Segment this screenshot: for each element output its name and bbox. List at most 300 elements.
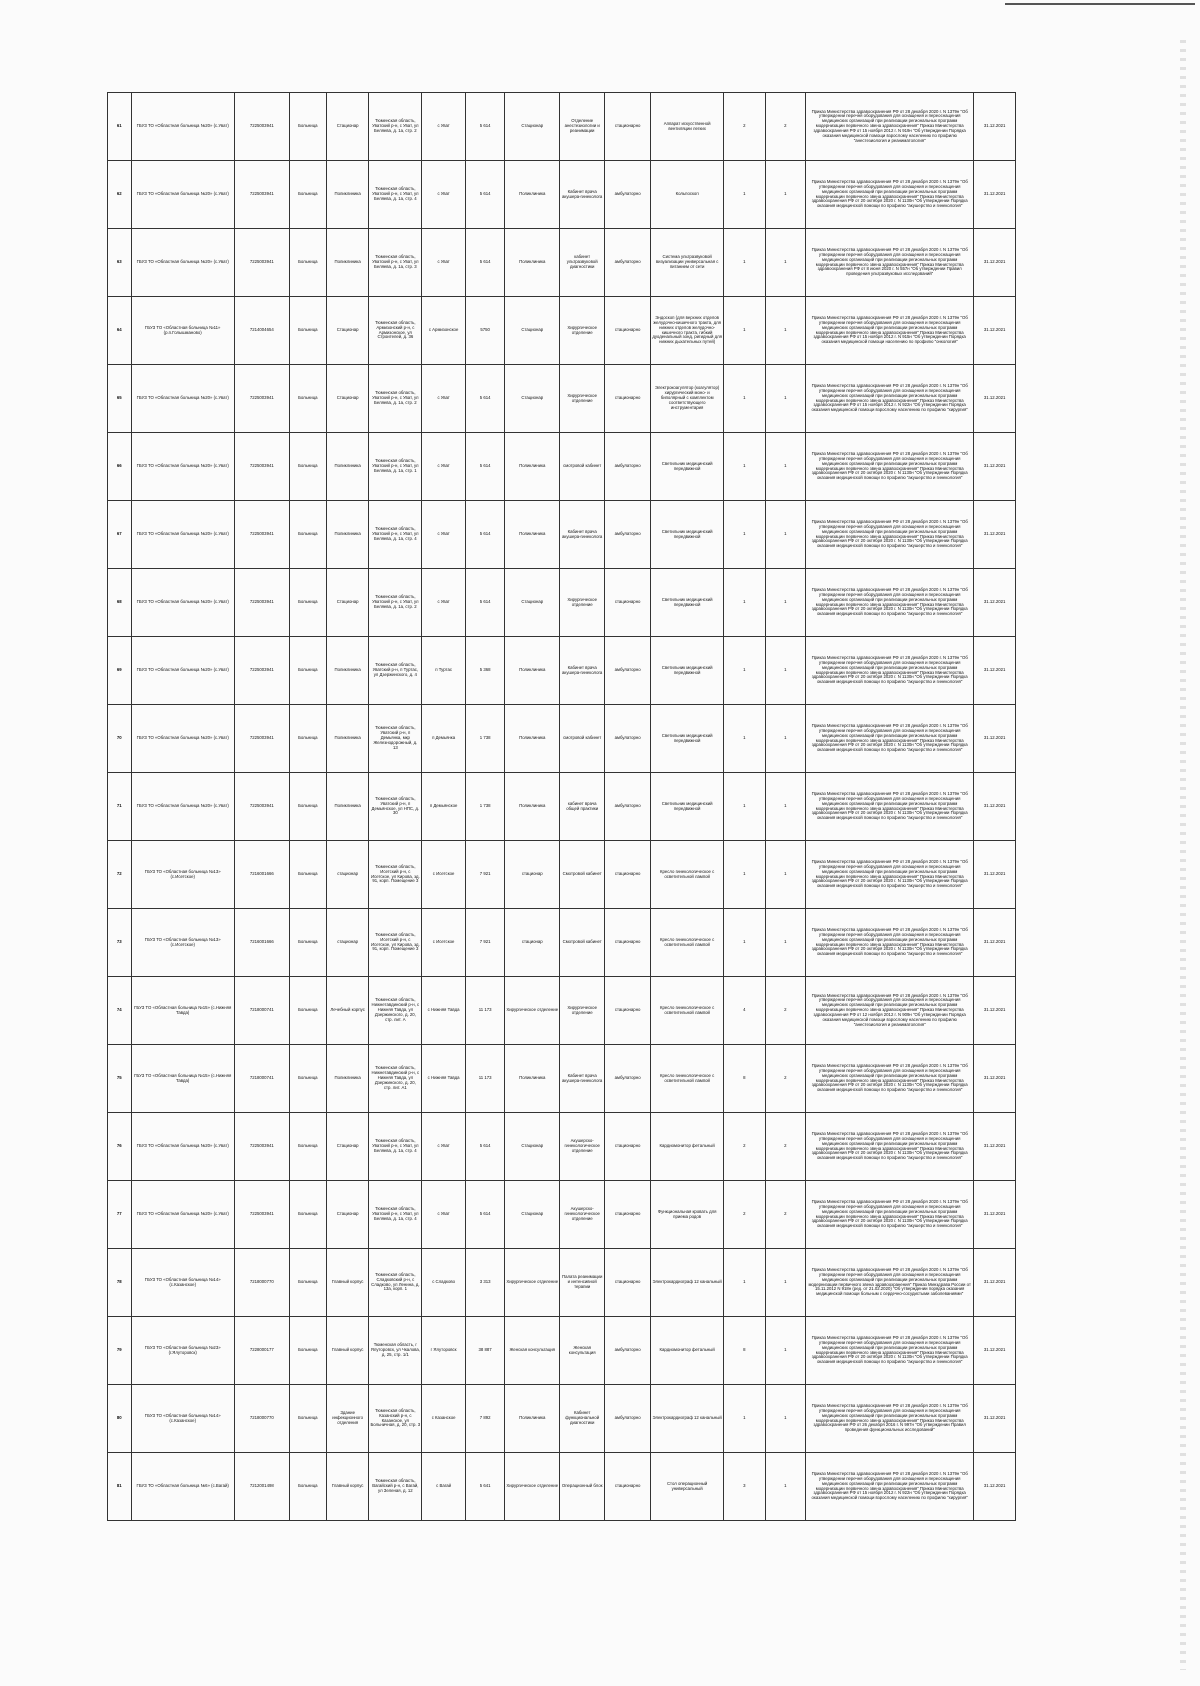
population-cell: 1 738	[465, 773, 504, 841]
deadline-date-cell: 31.12.2021	[974, 1045, 1016, 1113]
care-mode-cell: стационарно	[605, 909, 651, 977]
care-mode-cell: стационарно	[605, 1181, 651, 1249]
table-row	[108, 841, 1016, 909]
care-mode-cell: амбулаторно	[605, 1385, 651, 1453]
legal-basis-cell: Приказ Министерства здравоохранения РФ от 28 декабря 2020 г. N 1379н "Об утверждении перечня оборудования для оснащения и переоснащения медицинских организаций при реализации региональных программ модернизации первичного звена здравоохранения" Приказ Министерства здравоохранения РФ от 15 ноября 2012 г. N 922н "Об утверждении Порядка оказания медицинской помощи взрослому населению по профилю "хирургия"	[806, 365, 974, 433]
table-row	[108, 773, 1016, 841]
care-mode-cell: амбулаторно	[605, 1317, 651, 1385]
facility-type-cell: Больница	[289, 501, 326, 569]
legal-basis-cell: Приказ Министерства здравоохранения РФ от 28 декабря 2020 г. N 1379н "Об утверждении перечня оборудования для оснащения и переоснащения медицинских организаций при реализации региональных программ модернизации первичного звена здравоохранения" Приказ Министерства здравоохранения РФ от 15 ноября 2012 г. N 922н "Об утверждении Порядка оказания медицинской помощи взрослому населению по профилю "хирургия"	[806, 1453, 974, 1521]
subdivision-type-cell: Стационар	[505, 365, 560, 433]
address-cell: Тюменская область, Армизонский р-н, с Армизонское, ул Строителей, д. 36	[369, 297, 422, 365]
building-unit-cell: Поликлиника	[326, 161, 369, 229]
quantity-planned-cell: 1	[765, 909, 805, 977]
department-cell: кабинет врача общей практики	[560, 773, 605, 841]
deadline-date-cell: 31.12.2021	[974, 365, 1016, 433]
legal-basis-cell: Приказ Министерства здравоохранения РФ от 28 декабря 2020 г. N 1379н "Об утверждении перечня оборудования для оснащения и переоснащения медицинских организаций при реализации региональных программ модернизации первичного звена здравоохранения" Приказ Министерства здравоохранения РФ от 20 октября 2020 г. N 1130н "Об утверждении Порядка оказания медицинской помощи по профилю "акушерство и гинекология"	[806, 705, 974, 773]
deadline-date-cell: 31.12.2021	[974, 1181, 1016, 1249]
population-cell: 7 921	[465, 909, 504, 977]
organization-name-cell: ГБУЗ ТО «Областная больница №14» (с.Казанское)	[131, 1385, 234, 1453]
address-cell: Тюменская область, Уватский р-н, с Уват, ул Беляева, д. 1а, стр. 4	[369, 161, 422, 229]
facility-type-cell: Больница	[289, 909, 326, 977]
department-cell: Смотровой кабинет	[560, 909, 605, 977]
quantity-planned-cell: 1	[765, 1453, 805, 1521]
legal-basis-cell: Приказ Министерства здравоохранения РФ от 28 декабря 2020 г. N 1379н "Об утверждении перечня оборудования для оснащения и переоснащения медицинских организаций при реализации региональных программ модернизации первичного звена здравоохранения" Приказ Министерства здравоохранения РФ от 8 июня 2020 г. N 557н "Об утверждении Правил проведения ультразвуковых исследований"	[806, 229, 974, 297]
table-row	[108, 909, 1016, 977]
table-row	[108, 1453, 1016, 1521]
population-cell: 5 614	[465, 1181, 504, 1249]
equipment-name-cell: Кольпоскоп	[651, 161, 724, 229]
subdivision-type-cell: Стационар	[505, 297, 560, 365]
department-cell: кабинет ультразвуковой диагностики	[560, 229, 605, 297]
deadline-date-cell: 31.12.2021	[974, 705, 1016, 773]
quantity-required-cell: 2	[724, 93, 766, 161]
quantity-planned-cell: 1	[765, 569, 805, 637]
row-number-cell: 74	[108, 977, 132, 1045]
organization-name-cell: ГБУЗ ТО «Областная больница №20» (с.Уват)	[131, 773, 234, 841]
inn-code-cell: 7225003941	[234, 773, 289, 841]
quantity-required-cell: 1	[724, 229, 766, 297]
legal-basis-cell: Приказ Министерства здравоохранения РФ от 28 декабря 2020 г. N 1379н "Об утверждении перечня оборудования для оснащения и переоснащения медицинских организаций при реализации региональных программ модернизации первичного звена здравоохранения" Приказ Министерства здравоохранения РФ от 15 ноября 2012 г. N 919н "Об утверждении Порядка оказания медицинской помощи взрослому населению по профилю "анестезиология и реаниматология"	[806, 93, 974, 161]
care-mode-cell: стационарно	[605, 569, 651, 637]
equipment-name-cell: Электрокардиограф 12 канальный	[651, 1249, 724, 1317]
subdivision-type-cell: Поликлиника	[505, 1385, 560, 1453]
locality-cell: с Уват	[422, 161, 466, 229]
population-cell: 1 738	[465, 705, 504, 773]
population-cell: 5 614	[465, 93, 504, 161]
care-mode-cell: стационарно	[605, 1453, 651, 1521]
subdivision-type-cell: Стационар	[505, 569, 560, 637]
population-cell: 5 614	[465, 1113, 504, 1181]
deadline-date-cell: 31.12.2021	[974, 1453, 1016, 1521]
building-unit-cell: Главный корпус	[326, 1249, 369, 1317]
facility-type-cell: Больница	[289, 637, 326, 705]
row-number-cell: 80	[108, 1385, 132, 1453]
row-number-cell: 66	[108, 433, 132, 501]
locality-cell: с Уват	[422, 229, 466, 297]
quantity-required-cell: 1	[724, 909, 766, 977]
organization-name-cell: ГБУЗ ТО «Областная больница №20» (с.Уват)	[131, 1181, 234, 1249]
equipment-register-table	[107, 92, 1016, 1521]
facility-type-cell: Больница	[289, 1113, 326, 1181]
population-cell: 5750	[465, 297, 504, 365]
facility-type-cell: Больница	[289, 705, 326, 773]
quantity-planned-cell: 1	[765, 705, 805, 773]
organization-name-cell: ГБУЗ ТО «Областная больница №20» (с.Уват)	[131, 501, 234, 569]
building-unit-cell: Стационар	[326, 297, 369, 365]
population-cell: 5 614	[465, 161, 504, 229]
inn-code-cell: 7225003941	[234, 229, 289, 297]
legal-basis-cell: Приказ Министерства здравоохранения РФ от 28 декабря 2020 г. N 1379н "Об утверждении перечня оборудования для оснащения и переоснащения медицинских организаций при реализации региональных программ модернизации первичного звена здравоохранения" Приказ Министерства здравоохранения РФ от 20 октября 2020 г. N 1130н "Об утверждении Порядка оказания медицинской помощи по профилю "акушерство и гинекология"	[806, 1045, 974, 1113]
facility-type-cell: Больница	[289, 365, 326, 433]
equipment-name-cell: Система ультразвуковой визуализации универсальная с питанием от сети	[651, 229, 724, 297]
quantity-planned-cell: 1	[765, 433, 805, 501]
locality-cell: с Уват	[422, 93, 466, 161]
locality-cell: с Исетское	[422, 909, 466, 977]
organization-name-cell: ГБУЗ ТО «Областная больница №23» (г.Ялуторовск)	[131, 1317, 234, 1385]
quantity-required-cell: 1	[724, 1385, 766, 1453]
care-mode-cell: стационарно	[605, 365, 651, 433]
row-number-cell: 62	[108, 161, 132, 229]
organization-name-cell: ГБУЗ ТО «Областная больница №15» (с.Нижняя Тавда)	[131, 1045, 234, 1113]
address-cell: Тюменская область, Исетский р-н, с Исетское, ул Кирова, зд. 91, корп. Помещение 3	[369, 909, 422, 977]
quantity-required-cell: 1	[724, 433, 766, 501]
equipment-name-cell: Кресло гинекологическое с осветительной лампой	[651, 1045, 724, 1113]
address-cell: Тюменская область, Уватский р-н, с Уват, ул Беляева, д. 1а, стр. 2	[369, 93, 422, 161]
inn-code-cell: 7216001666	[234, 909, 289, 977]
quantity-planned-cell: 1	[765, 637, 805, 705]
locality-cell: с Уват	[422, 433, 466, 501]
address-cell: Тюменская область, Казанский р-н, с Казанское, ул Больничная, д. 20, стр. 3	[369, 1385, 422, 1453]
organization-name-cell: ГБУЗ ТО «Областная больница №13» (с.Исетское)	[131, 909, 234, 977]
subdivision-type-cell: Женская консультация	[505, 1317, 560, 1385]
row-number-cell: 65	[108, 365, 132, 433]
table-body	[108, 93, 1016, 1521]
table-row	[108, 433, 1016, 501]
building-unit-cell: Стационар	[326, 1181, 369, 1249]
quantity-required-cell: 1	[724, 569, 766, 637]
equipment-name-cell: Светильник медицинский передвижной	[651, 433, 724, 501]
row-number-cell: 70	[108, 705, 132, 773]
care-mode-cell: амбулаторно	[605, 1045, 651, 1113]
population-cell: 3 313	[465, 1249, 504, 1317]
organization-name-cell: ГБУЗ ТО «Областная больница №6» (с.Вагай)	[131, 1453, 234, 1521]
table-row	[108, 569, 1016, 637]
facility-type-cell: Больница	[289, 297, 326, 365]
quantity-planned-cell: 1	[765, 841, 805, 909]
building-unit-cell: стационар	[326, 841, 369, 909]
inn-code-cell: 7216001666	[234, 841, 289, 909]
deadline-date-cell: 31.12.2021	[974, 1317, 1016, 1385]
building-unit-cell: Поликлиника	[326, 501, 369, 569]
legal-basis-cell: Приказ Министерства здравоохранения РФ от 28 декабря 2020 г. N 1379н "Об утверждении перечня оборудования для оснащения и переоснащения медицинских организаций при реализации региональных программ модернизации первичного звена здравоохранения" Приказ Министерства здравоохранения РФ от 26 декабря 2016 г. N 997н "Об утверждении Правил проведения функциональных исследований"	[806, 1385, 974, 1453]
equipment-name-cell: Электрокардиограф 12 канальный	[651, 1385, 724, 1453]
inn-code-cell: 7225003941	[234, 501, 289, 569]
inn-code-cell: 7225003941	[234, 365, 289, 433]
locality-cell: п Демьянка	[422, 705, 466, 773]
care-mode-cell: амбулаторно	[605, 161, 651, 229]
organization-name-cell: ГБУЗ ТО «Областная больница №20» (с.Уват)	[131, 229, 234, 297]
care-mode-cell: стационарно	[605, 1113, 651, 1181]
equipment-name-cell: Светильник медицинский передвижной	[651, 705, 724, 773]
address-cell: Тюменская область, Нижнетавдинский р-н, с Нижняя Тавда, ул Дзержинского, д. 20, стр. лит. А1	[369, 1045, 422, 1113]
department-cell: Кабинет функциональной диагностики	[560, 1385, 605, 1453]
address-cell: Тюменская область, Уватский р-н, п Туртас, ул Дзержинского, д. 4	[369, 637, 422, 705]
row-number-cell: 72	[108, 841, 132, 909]
department-cell: Хирургическое отделение	[560, 977, 605, 1045]
subdivision-type-cell: Хирургическое отделение	[505, 1453, 560, 1521]
subdivision-type-cell: Поликлиника	[505, 433, 560, 501]
department-cell: Кабинет врача акушера-гинеколога	[560, 637, 605, 705]
locality-cell: с Армизонское	[422, 297, 466, 365]
table-row	[108, 1181, 1016, 1249]
subdivision-type-cell: Поликлиника	[505, 773, 560, 841]
subdivision-type-cell: Поликлиника	[505, 229, 560, 297]
deadline-date-cell: 31.12.2021	[974, 93, 1016, 161]
legal-basis-cell: Приказ Министерства здравоохранения РФ от 28 декабря 2020 г. N 1379н "Об утверждении перечня оборудования для оснащения и переоснащения медицинских организаций при реализации региональных программ модернизации первичного звена здравоохранения" Приказ Министерства здравоохранения РФ от 20 октября 2020 г. N 1130н "Об утверждении Порядка оказания медицинской помощи по профилю "акушерство и гинекология"	[806, 909, 974, 977]
locality-cell: г Ялуторовск	[422, 1317, 466, 1385]
quantity-required-cell: 1	[724, 365, 766, 433]
organization-name-cell: ГБУЗ ТО «Областная больница №20» (с.Уват)	[131, 637, 234, 705]
care-mode-cell: амбулаторно	[605, 637, 651, 705]
subdivision-type-cell: Поликлиника	[505, 637, 560, 705]
deadline-date-cell: 31.12.2021	[974, 841, 1016, 909]
inn-code-cell: 7228000177	[234, 1317, 289, 1385]
deadline-date-cell: 31.12.2021	[974, 433, 1016, 501]
quantity-planned-cell: 1	[765, 1249, 805, 1317]
population-cell: 38 887	[465, 1317, 504, 1385]
inn-code-cell: 7218000741	[234, 1045, 289, 1113]
inn-code-cell: 7225003941	[234, 569, 289, 637]
department-cell: Отделение анестезиологии и реанимации	[560, 93, 605, 161]
care-mode-cell: амбулаторно	[605, 773, 651, 841]
building-unit-cell: стационар	[326, 909, 369, 977]
table-row	[108, 297, 1016, 365]
facility-type-cell: Больница	[289, 1181, 326, 1249]
department-cell: смотровой кабинет	[560, 705, 605, 773]
address-cell: Тюменская область, Уватский р-н, с Уват, ул Беляева, д. 1а, стр. 2	[369, 569, 422, 637]
table-row	[108, 1113, 1016, 1181]
legal-basis-cell: Приказ Министерства здравоохранения РФ от 28 декабря 2020 г. N 1379н "Об утверждении перечня оборудования для оснащения и переоснащения медицинских организаций при реализации региональных программ модернизации первичного звена здравоохранения" Приказ Министерства здравоохранения РФ от 20 октября 2020 г. N 1130н "Об утверждении Порядка оказания медицинской помощи по профилю "акушерство и гинекология"	[806, 1317, 974, 1385]
inn-code-cell: 7225003941	[234, 1181, 289, 1249]
care-mode-cell: стационарно	[605, 93, 651, 161]
subdivision-type-cell: Стационар	[505, 93, 560, 161]
address-cell: Тюменская область, Нижнетавдинский р-н, с Нижняя Тавда, ул Дзержинского, д. 20, стр. лит. А	[369, 977, 422, 1045]
deadline-date-cell: 31.12.2021	[974, 637, 1016, 705]
legal-basis-cell: Приказ Министерства здравоохранения РФ от 28 декабря 2020 г. N 1379н "Об утверждении перечня оборудования для оснащения и переоснащения медицинских организаций при реализации региональных программ модернизации первичного звена здравоохранения" Приказ Министерства здравоохранения РФ от 20 октября 2020 г. N 1130н "Об утверждении Порядка оказания медицинской помощи по профилю "акушерство и гинекология"	[806, 637, 974, 705]
department-cell: Акушерско-гинекологическое отделение	[560, 1113, 605, 1181]
inn-code-cell: 7225003941	[234, 705, 289, 773]
organization-name-cell: ГБУЗ ТО «Областная больница №20» (с.Уват)	[131, 569, 234, 637]
subdivision-type-cell: Поликлиника	[505, 161, 560, 229]
quantity-required-cell: 8	[724, 1045, 766, 1113]
address-cell: Тюменская область, Уватский р-н, с Уват, ул Беляева, д. 1а, стр. 3	[369, 229, 422, 297]
table-row	[108, 229, 1016, 297]
legal-basis-cell: Приказ Министерства здравоохранения РФ от 28 декабря 2020 г. N 1379н "Об утверждении перечня оборудования для оснащения и переоснащения медицинских организаций при реализации региональных программ модернизации первичного звена здравоохранения" Приказ Министерства здравоохранения РФ от 15 ноября 2012 г. N 915н "Об утверждении Порядка оказания медицинской помощи населению по профилю "онкология"	[806, 297, 974, 365]
department-cell: Акушерско-гинекологическое отделение	[560, 1181, 605, 1249]
locality-cell: с Уват	[422, 365, 466, 433]
quantity-planned-cell: 1	[765, 229, 805, 297]
organization-name-cell: ГБУЗ ТО «Областная больница №20» (с.Уват)	[131, 161, 234, 229]
equipment-name-cell: Светильник медицинский передвижной	[651, 501, 724, 569]
equipment-name-cell: Светильник медицинский передвижной	[651, 637, 724, 705]
building-unit-cell: Главный корпус	[326, 1317, 369, 1385]
department-cell: Хирургическое отделение	[560, 569, 605, 637]
row-number-cell: 61	[108, 93, 132, 161]
legal-basis-cell: Приказ Министерства здравоохранения РФ от 28 декабря 2020 г. N 1379н "Об утверждении перечня оборудования для оснащения и переоснащения медицинских организаций при реализации региональных программ модернизации первичного звена здравоохранения" Приказ Министерства здравоохранения РФ от 20 октября 2020 г. N 1130н "Об утверждении Порядка оказания медицинской помощи по профилю "акушерство и гинекология"	[806, 773, 974, 841]
address-cell: Тюменская область, Сладковский р-н, с Сладково, ул Ленина, д. 13а, корп. 1	[369, 1249, 422, 1317]
equipment-name-cell: Функциональная кровать для приема родов	[651, 1181, 724, 1249]
deadline-date-cell: 31.12.2021	[974, 773, 1016, 841]
table-row	[108, 365, 1016, 433]
department-cell: Смотровой кабинет	[560, 841, 605, 909]
building-unit-cell: Главный корпус	[326, 1453, 369, 1521]
inn-code-cell: 7214004654	[234, 297, 289, 365]
legal-basis-cell: Приказ Министерства здравоохранения РФ от 28 декабря 2020 г. N 1379н "Об утверждении перечня оборудования для оснащения и переоснащения медицинских организаций при реализации региональных программ модернизации первичного звена здравоохранения" Приказ Министерства здравоохранения РФ от 12 ноября 2012 г. N 909н "Об утверждении Порядка оказания медицинской помощи взрослому населению по профилю "анестезиология и реаниматология"	[806, 977, 974, 1045]
equipment-name-cell: Электрокоагулятор (коагулятор) хирургический моно- и биполярный с комплектом соответствующего инструментария	[651, 365, 724, 433]
row-number-cell: 68	[108, 569, 132, 637]
equipment-name-cell: Кресло гинекологическое с осветительной лампой	[651, 977, 724, 1045]
department-cell: Хирургическое отделение	[560, 365, 605, 433]
quantity-required-cell: 3	[724, 1453, 766, 1521]
facility-type-cell: Больница	[289, 841, 326, 909]
address-cell: Тюменская область, Уватский р-н, с Уват, ул Беляева, д. 1а, стр. 1	[369, 433, 422, 501]
organization-name-cell: ГБУЗ ТО «Областная больница №20» (с.Уват)	[131, 433, 234, 501]
row-number-cell: 76	[108, 1113, 132, 1181]
care-mode-cell: амбулаторно	[605, 705, 651, 773]
deadline-date-cell: 31.12.2021	[974, 569, 1016, 637]
organization-name-cell: ГБУЗ ТО «Областная больница №20» (с.Уват)	[131, 93, 234, 161]
deadline-date-cell: 31.12.2021	[974, 1113, 1016, 1181]
table-row	[108, 1317, 1016, 1385]
facility-type-cell: Больница	[289, 1385, 326, 1453]
legal-basis-cell: Приказ Министерства здравоохранения РФ от 28 декабря 2020 г. N 1379н "Об утверждении перечня оборудования для оснащения и переоснащения медицинских организаций при реализации региональных программ модернизации первичного звена здравоохранения" Приказ Министерства здравоохранения РФ от 20 октября 2020 г. N 1130н "Об утверждении Порядка оказания медицинской помощи по профилю "акушерство и гинекология"	[806, 1113, 974, 1181]
care-mode-cell: амбулаторно	[605, 229, 651, 297]
inn-code-cell: 7225003941	[234, 637, 289, 705]
row-number-cell: 77	[108, 1181, 132, 1249]
facility-type-cell: Больница	[289, 1249, 326, 1317]
top-rule	[1005, 3, 1195, 5]
row-number-cell: 67	[108, 501, 132, 569]
subdivision-type-cell: Поликлиника	[505, 501, 560, 569]
inn-code-cell: 7225003941	[234, 93, 289, 161]
row-number-cell: 81	[108, 1453, 132, 1521]
quantity-planned-cell: 1	[765, 161, 805, 229]
building-unit-cell: Лечебный корпус	[326, 977, 369, 1045]
building-unit-cell: Стационар	[326, 365, 369, 433]
quantity-required-cell: 1	[724, 501, 766, 569]
organization-name-cell: ГБУЗ ТО «Областная больница №15» (с.Нижняя Тавда)	[131, 977, 234, 1045]
subdivision-type-cell: стационар	[505, 909, 560, 977]
table-row	[108, 1045, 1016, 1113]
quantity-planned-cell: 2	[765, 1045, 805, 1113]
organization-name-cell: ГБУЗ ТО «Областная больница №13» (с.Исетское)	[131, 841, 234, 909]
legal-basis-cell: Приказ Министерства здравоохранения РФ от 28 декабря 2020 г. N 1379н "Об утверждении перечня оборудования для оснащения и переоснащения медицинских организаций при реализации региональных программ модернизации первичного звена здравоохранения" Приказ Минздрава России от 15.11.2012 N 918н (ред. от 21.02.2020) "Об утверждении порядка оказания медицинской помощи больным с сердечно-сосудистыми заболеваниями"	[806, 1249, 974, 1317]
quantity-planned-cell: 2	[765, 93, 805, 161]
inn-code-cell: 7212001498	[234, 1453, 289, 1521]
address-cell: Тюменская область, Исетский р-н, с Исетское, ул Кирова, зд. 91, корп. Помещение 3	[369, 841, 422, 909]
population-cell: 5 614	[465, 433, 504, 501]
subdivision-type-cell: Поликлиника	[505, 1045, 560, 1113]
department-cell: Кабинет врача акушера-гинеколога	[560, 161, 605, 229]
row-number-cell: 69	[108, 637, 132, 705]
table-row	[108, 93, 1016, 161]
population-cell: 5 614	[465, 569, 504, 637]
facility-type-cell: Больница	[289, 161, 326, 229]
quantity-required-cell: 1	[724, 297, 766, 365]
department-cell: Палата реанимации и интенсивной терапии	[560, 1249, 605, 1317]
table-row	[108, 1385, 1016, 1453]
facility-type-cell: Больница	[289, 1045, 326, 1113]
address-cell: Тюменская область, Уватский р-н, с Уват, ул Беляева, д. 1а, стр. 2	[369, 365, 422, 433]
equipment-name-cell: Кресло гинекологическое с осветительной лампой	[651, 909, 724, 977]
address-cell: Тюменская область, Уватский р-н, с Уват, ул Беляева, д. 1а, стр. 4	[369, 501, 422, 569]
organization-name-cell: ГБУЗ ТО «Областная больница №14» (с.Казанское)	[131, 1249, 234, 1317]
care-mode-cell: амбулаторно	[605, 433, 651, 501]
equipment-name-cell: Аппарат искусственной вентиляции легких	[651, 93, 724, 161]
deadline-date-cell: 31.12.2021	[974, 297, 1016, 365]
quantity-planned-cell: 1	[765, 297, 805, 365]
equipment-name-cell: Светильник медицинский передвижной	[651, 773, 724, 841]
population-cell: 5 614	[465, 229, 504, 297]
row-number-cell: 78	[108, 1249, 132, 1317]
locality-cell: с Уват	[422, 569, 466, 637]
quantity-required-cell: 1	[724, 1249, 766, 1317]
subdivision-type-cell: Стационар	[505, 1113, 560, 1181]
quantity-required-cell: 8	[724, 1317, 766, 1385]
population-cell: 5 614	[465, 501, 504, 569]
inn-code-cell: 7225003941	[234, 433, 289, 501]
facility-type-cell: Больница	[289, 93, 326, 161]
care-mode-cell: стационарно	[605, 977, 651, 1045]
quantity-required-cell: 2	[724, 1181, 766, 1249]
address-cell: Тюменская область, Уватский р-н, с Уват, ул Беляева, д. 1а, стр. 4	[369, 1181, 422, 1249]
deadline-date-cell: 31.12.2021	[974, 1249, 1016, 1317]
deadline-date-cell: 31.12.2021	[974, 1385, 1016, 1453]
equipment-name-cell: Кардиомонитор фетальный	[651, 1317, 724, 1385]
locality-cell: с Вагай	[422, 1453, 466, 1521]
building-unit-cell: Поликлиника	[326, 637, 369, 705]
row-number-cell: 63	[108, 229, 132, 297]
quantity-planned-cell: 1	[765, 773, 805, 841]
page-edge-scan-noise	[1180, 40, 1186, 1670]
equipment-name-cell: Кардиомонитор фетальный	[651, 1113, 724, 1181]
building-unit-cell: Стационар	[326, 1113, 369, 1181]
department-cell: Женская консультация	[560, 1317, 605, 1385]
table-row	[108, 637, 1016, 705]
row-number-cell: 79	[108, 1317, 132, 1385]
quantity-required-cell: 2	[724, 1113, 766, 1181]
table-row	[108, 161, 1016, 229]
locality-cell: с Нижняя Тавда	[422, 977, 466, 1045]
subdivision-type-cell: стационар	[505, 841, 560, 909]
facility-type-cell: Больница	[289, 1317, 326, 1385]
department-cell: Операционный блок	[560, 1453, 605, 1521]
population-cell: 7 921	[465, 841, 504, 909]
locality-cell: п Туртас	[422, 637, 466, 705]
legal-basis-cell: Приказ Министерства здравоохранения РФ от 28 декабря 2020 г. N 1379н "Об утверждении перечня оборудования для оснащения и переоснащения медицинских организаций при реализации региональных программ модернизации первичного звена здравоохранения" Приказ Министерства здравоохранения РФ от 20 октября 2020 г. N 1130н "Об утверждении Порядка оказания медицинской помощи по профилю "акушерство и гинекология"	[806, 569, 974, 637]
locality-cell: п Демьянское	[422, 773, 466, 841]
quantity-required-cell: 1	[724, 773, 766, 841]
inn-code-cell: 7218000741	[234, 977, 289, 1045]
facility-type-cell: Больница	[289, 229, 326, 297]
organization-name-cell: ГБУЗ ТО «Областная больница №11» (р.п.Голышманово)	[131, 297, 234, 365]
table-row	[108, 501, 1016, 569]
quantity-planned-cell: 1	[765, 1385, 805, 1453]
building-unit-cell: Поликлиника	[326, 1045, 369, 1113]
legal-basis-cell: Приказ Министерства здравоохранения РФ от 28 декабря 2020 г. N 1379н "Об утверждении перечня оборудования для оснащения и переоснащения медицинских организаций при реализации региональных программ модернизации первичного звена здравоохранения" Приказ Министерства здравоохранения РФ от 20 октября 2020 г. N 1130н "Об утверждении Порядка оказания медицинской помощи по профилю "акушерство и гинекология"	[806, 433, 974, 501]
quantity-planned-cell: 2	[765, 1181, 805, 1249]
department-cell: смотровой кабинет	[560, 433, 605, 501]
inn-code-cell: 7225003941	[234, 1113, 289, 1181]
quantity-required-cell: 1	[724, 841, 766, 909]
locality-cell: с Уват	[422, 501, 466, 569]
population-cell: 5 614	[465, 365, 504, 433]
locality-cell: с Казанское	[422, 1385, 466, 1453]
subdivision-type-cell: Хирургическое отделение	[505, 1249, 560, 1317]
facility-type-cell: Больница	[289, 433, 326, 501]
care-mode-cell: стационарно	[605, 1249, 651, 1317]
address-cell: Тюменская область, Уватский р-н, с Уват, ул Беляева, д. 1а, стр. 4	[369, 1113, 422, 1181]
quantity-planned-cell: 1	[765, 501, 805, 569]
locality-cell: с Нижняя Тавда	[422, 1045, 466, 1113]
legal-basis-cell: Приказ Министерства здравоохранения РФ от 28 декабря 2020 г. N 1379н "Об утверждении перечня оборудования для оснащения и переоснащения медицинских организаций при реализации региональных программ модернизации первичного звена здравоохранения" Приказ Министерства здравоохранения РФ от 20 октября 2020 г. N 1130н "Об утверждении Порядка оказания медицинской помощи по профилю "акушерство и гинекология"	[806, 841, 974, 909]
locality-cell: с Исетское	[422, 841, 466, 909]
population-cell: 7 892	[465, 1385, 504, 1453]
facility-type-cell: Больница	[289, 773, 326, 841]
locality-cell: с Уват	[422, 1113, 466, 1181]
locality-cell: с Уват	[422, 1181, 466, 1249]
